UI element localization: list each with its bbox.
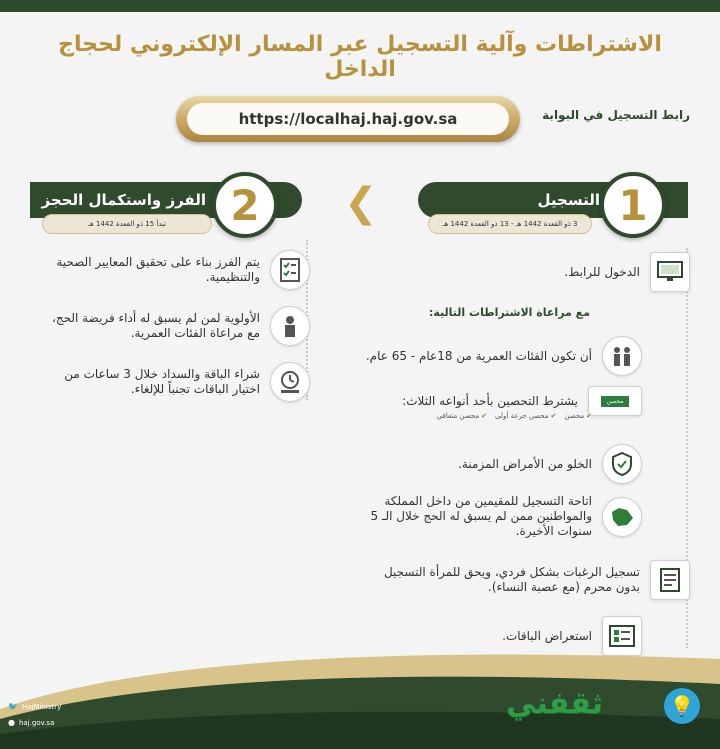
footer-twitter[interactable] (8, 702, 61, 711)
age-text: أن تكون الفئات العمرية من 18عام - 65 عام. (365, 348, 592, 363)
step1-number-badge: 1 (600, 172, 666, 238)
step2-item-sorting (44, 250, 310, 290)
people-icon (602, 336, 642, 376)
vaccine-text: يشترط التحصين بأحد أنواعه الثلاث: (402, 393, 578, 408)
step2-dates: تبدأ 15 ذو القعدة 1442 هـ (42, 214, 212, 234)
saudi-map-icon (602, 497, 642, 537)
packages-text: استعراض الباقات. (502, 628, 592, 643)
bottom-wave (0, 639, 720, 749)
website-link[interactable]: haj.gov.sa (18, 718, 55, 727)
residents-text: اتاحة التسجيل للمقيمين من داخل المملكة والمواطنين ممن لم يسبق له الحج خلال الـ 5 سنوات الأخيرة. (370, 494, 592, 538)
lightbulb-icon: 💡 (664, 688, 700, 724)
wishes-text: تسجيل الرغبات بشكل فردي، ويحق للمرأة التسجيل بدون محرم (مع عصبة النساء). (383, 565, 640, 594)
step1-item-login (390, 252, 690, 292)
brand-logo-text: ثقفني (506, 686, 604, 721)
vaccine-type-3: ✔محصن متعافي (436, 412, 488, 420)
step1-item-wishes (360, 560, 690, 600)
portal-url[interactable]: https://localhaj.haj.gov.sa (187, 103, 509, 135)
chronic-text: الخلو من الأمراض المزمنة. (458, 456, 592, 471)
step2-item-priority (44, 306, 310, 346)
form-icon (650, 560, 690, 600)
twitter-handle[interactable]: HajMinistry (21, 702, 62, 711)
person-icon (270, 306, 310, 346)
purchase-text: شراء الباقة والسداد خلال 3 ساعات من اختيار الباقات تجنباً للإلغاء. (64, 367, 260, 396)
shield-icon (602, 444, 642, 484)
globe-icon: ● (8, 718, 15, 727)
login-text: الدخول للرابط. (564, 264, 640, 279)
portal-label: رابط التسجيل في البوابة (542, 108, 690, 122)
step1-item-residents (342, 494, 642, 539)
vaccine-badge-icon (588, 386, 642, 416)
conditions-label: مع مراعاة الاشتراطات التالية: (428, 306, 590, 319)
priority-text: الأولوية لمن لم يسبق له أداء فريضة الحج، مع مراعاة الفئات العمرية. (52, 311, 260, 340)
footer-website[interactable] (8, 718, 54, 727)
chevron-left-icon: ❮ (344, 180, 378, 226)
step1-title: التسجيل (537, 191, 600, 209)
step1-item-age (342, 336, 642, 376)
step2-title: الفرز واستكمال الحجز (41, 191, 206, 209)
portal-url-pill[interactable] (176, 96, 520, 142)
vaccine-types (437, 412, 592, 420)
step2-number-badge: 2 (212, 172, 278, 238)
step2-item-purchase (44, 362, 310, 402)
step1-item-chronic (342, 444, 642, 484)
twitter-icon: 🐦 (8, 702, 18, 711)
page-title: الاشتراطات وآلية التسجيل عبر المسار الإلكتروني لحجاج الداخل (58, 32, 662, 82)
vaccine-type-2: ✔محصن جرعة أولى (495, 412, 557, 420)
list-check-icon (270, 250, 310, 290)
step1-dates: 3 ذو القعدة 1442 هـ - 13 ذو القعدة 1442 هـ (428, 214, 592, 234)
clock-laptop-icon (270, 362, 310, 402)
vaccine-badge: محصن (601, 396, 630, 407)
sorting-text: يتم الفرز بناء على تحقيق المعايير الصحية والتنظيمية. (56, 255, 260, 284)
vaccine-type-1: ✔محصن (564, 412, 592, 420)
monitor-icon (650, 252, 690, 292)
top-band (0, 0, 720, 12)
